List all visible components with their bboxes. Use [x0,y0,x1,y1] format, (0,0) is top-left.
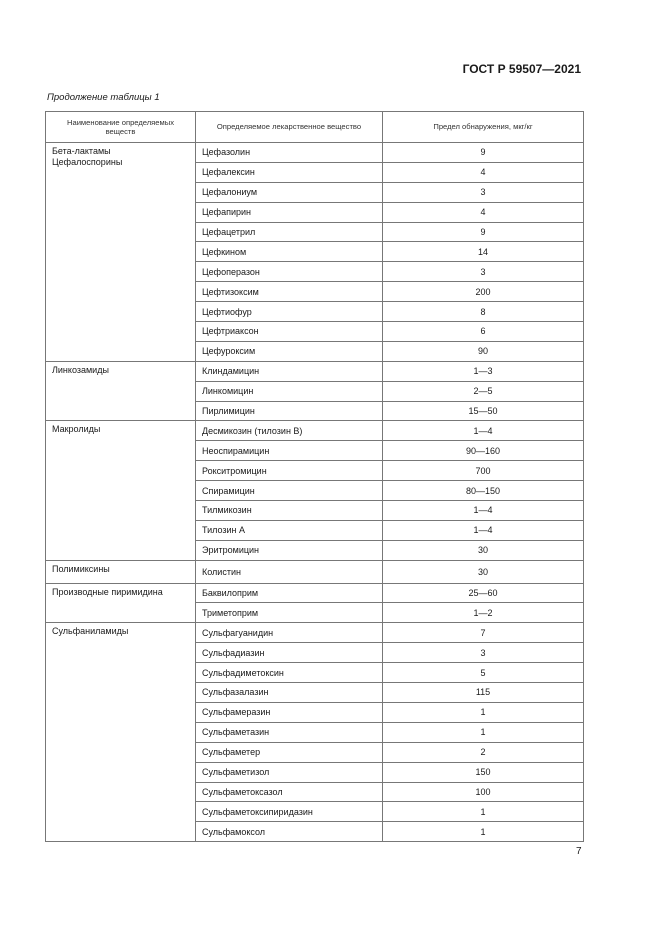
substance-cell: Цефапирин [196,202,383,222]
detection-limit-cell: 700 [383,461,584,481]
detection-limit-cell: 5 [383,663,584,683]
detection-limit-cell: 100 [383,782,584,802]
group-name-cell: Макролиды [46,421,196,560]
standard-number: ГОСТ Р 59507—2021 [462,62,581,76]
detection-limit-cell: 1 [383,702,584,722]
group-name-cell: Бета-лактамы Цефалоспорины [46,143,196,362]
substance-cell: Цефалексин [196,162,383,182]
substance-cell: Спирамицин [196,481,383,501]
substance-cell: Сульфамеразин [196,702,383,722]
substance-cell: Сульфаметизол [196,762,383,782]
detection-limit-cell: 30 [383,540,584,560]
substance-cell: Сульфаметоксипиридазин [196,802,383,822]
detection-limit-cell: 1—3 [383,361,584,381]
substance-cell: Цефоперазон [196,262,383,282]
substance-cell: Клиндамицин [196,361,383,381]
substance-cell: Колистин [196,560,383,583]
substance-cell: Рокситромицин [196,461,383,481]
substance-cell: Цефтриаксон [196,322,383,342]
substance-cell: Эритромицин [196,540,383,560]
detection-limit-cell: 30 [383,560,584,583]
detection-limit-cell: 7 [383,623,584,643]
column-header-substance: Определяемое лекарственное вещество [196,112,383,143]
substance-cell: Сульфаметоксазол [196,782,383,802]
substance-cell: Десмикозин (тилозин В) [196,421,383,441]
table-body [46,143,584,842]
detection-limit-cell: 14 [383,242,584,262]
detection-limit-cell: 2—5 [383,381,584,401]
detection-limit-cell: 4 [383,162,584,182]
detection-limit-cell: 9 [383,222,584,242]
column-header-limit: Предел обнаружения, мкг/кг [383,112,584,143]
table-row [46,583,584,603]
table-header [46,112,584,143]
substance-cell: Цефалониум [196,182,383,202]
substance-cell: Цефацетрил [196,222,383,242]
detection-limit-cell: 90—160 [383,441,584,461]
detection-limit-cell: 8 [383,302,584,322]
detection-limit-cell: 6 [383,322,584,342]
detection-limit-cell: 150 [383,762,584,782]
substance-cell: Сульфамоксол [196,822,383,842]
table-row [46,361,584,381]
detection-limit-cell: 1 [383,822,584,842]
detection-limit-cell: 1—2 [383,603,584,623]
substance-cell: Цефазолин [196,143,383,163]
substance-cell: Баквилоприм [196,583,383,603]
table-row [46,623,584,643]
detection-limit-cell: 200 [383,282,584,302]
detection-limit-cell: 1—4 [383,421,584,441]
substance-cell: Тилозин А [196,520,383,540]
substance-cell: Линкомицин [196,381,383,401]
detection-limit-cell: 2 [383,742,584,762]
detection-limit-cell: 4 [383,202,584,222]
page-number: 7 [576,846,582,857]
detection-limit-cell: 1 [383,802,584,822]
table-row [46,421,584,441]
table-caption: Продолжение таблицы 1 [47,92,160,103]
substance-cell: Цефуроксим [196,341,383,361]
detection-limit-cell: 90 [383,341,584,361]
substance-cell: Сульфаметазин [196,722,383,742]
substance-cell: Неоспирамицин [196,441,383,461]
group-name-cell: Производные пиримидина [46,583,196,623]
table-row [46,560,584,583]
substance-cell: Сульфазалазин [196,683,383,703]
detection-limit-cell: 1 [383,722,584,742]
substance-cell: Сульфагуанидин [196,623,383,643]
substance-cell: Сульфаметер [196,742,383,762]
detection-limit-cell: 25—60 [383,583,584,603]
detection-limit-cell: 115 [383,683,584,703]
table-row [46,143,584,163]
column-header-group: Наименование определяемых веществ [46,112,196,143]
detection-limit-cell: 80—150 [383,481,584,501]
substance-cell: Тилмикозин [196,501,383,521]
detection-limit-cell: 15—50 [383,401,584,421]
substance-cell: Пирлимицин [196,401,383,421]
detection-limit-cell: 1—4 [383,520,584,540]
substance-cell: Сульфадиметоксин [196,663,383,683]
detection-limit-cell: 3 [383,182,584,202]
detection-limit-cell: 9 [383,143,584,163]
detection-limit-cell: 1—4 [383,501,584,521]
substance-cell: Сульфадиазин [196,643,383,663]
substance-cell: Цефтизоксим [196,282,383,302]
substance-cell: Триметоприм [196,603,383,623]
detection-limits-table [45,111,584,842]
detection-limit-cell: 3 [383,262,584,282]
group-name-cell: Полимиксины [46,560,196,583]
group-name-cell: Сульфаниламиды [46,623,196,842]
group-name-cell: Линкозамиды [46,361,196,421]
substance-cell: Цефкином [196,242,383,262]
substance-cell: Цефтиофур [196,302,383,322]
detection-limit-cell: 3 [383,643,584,663]
